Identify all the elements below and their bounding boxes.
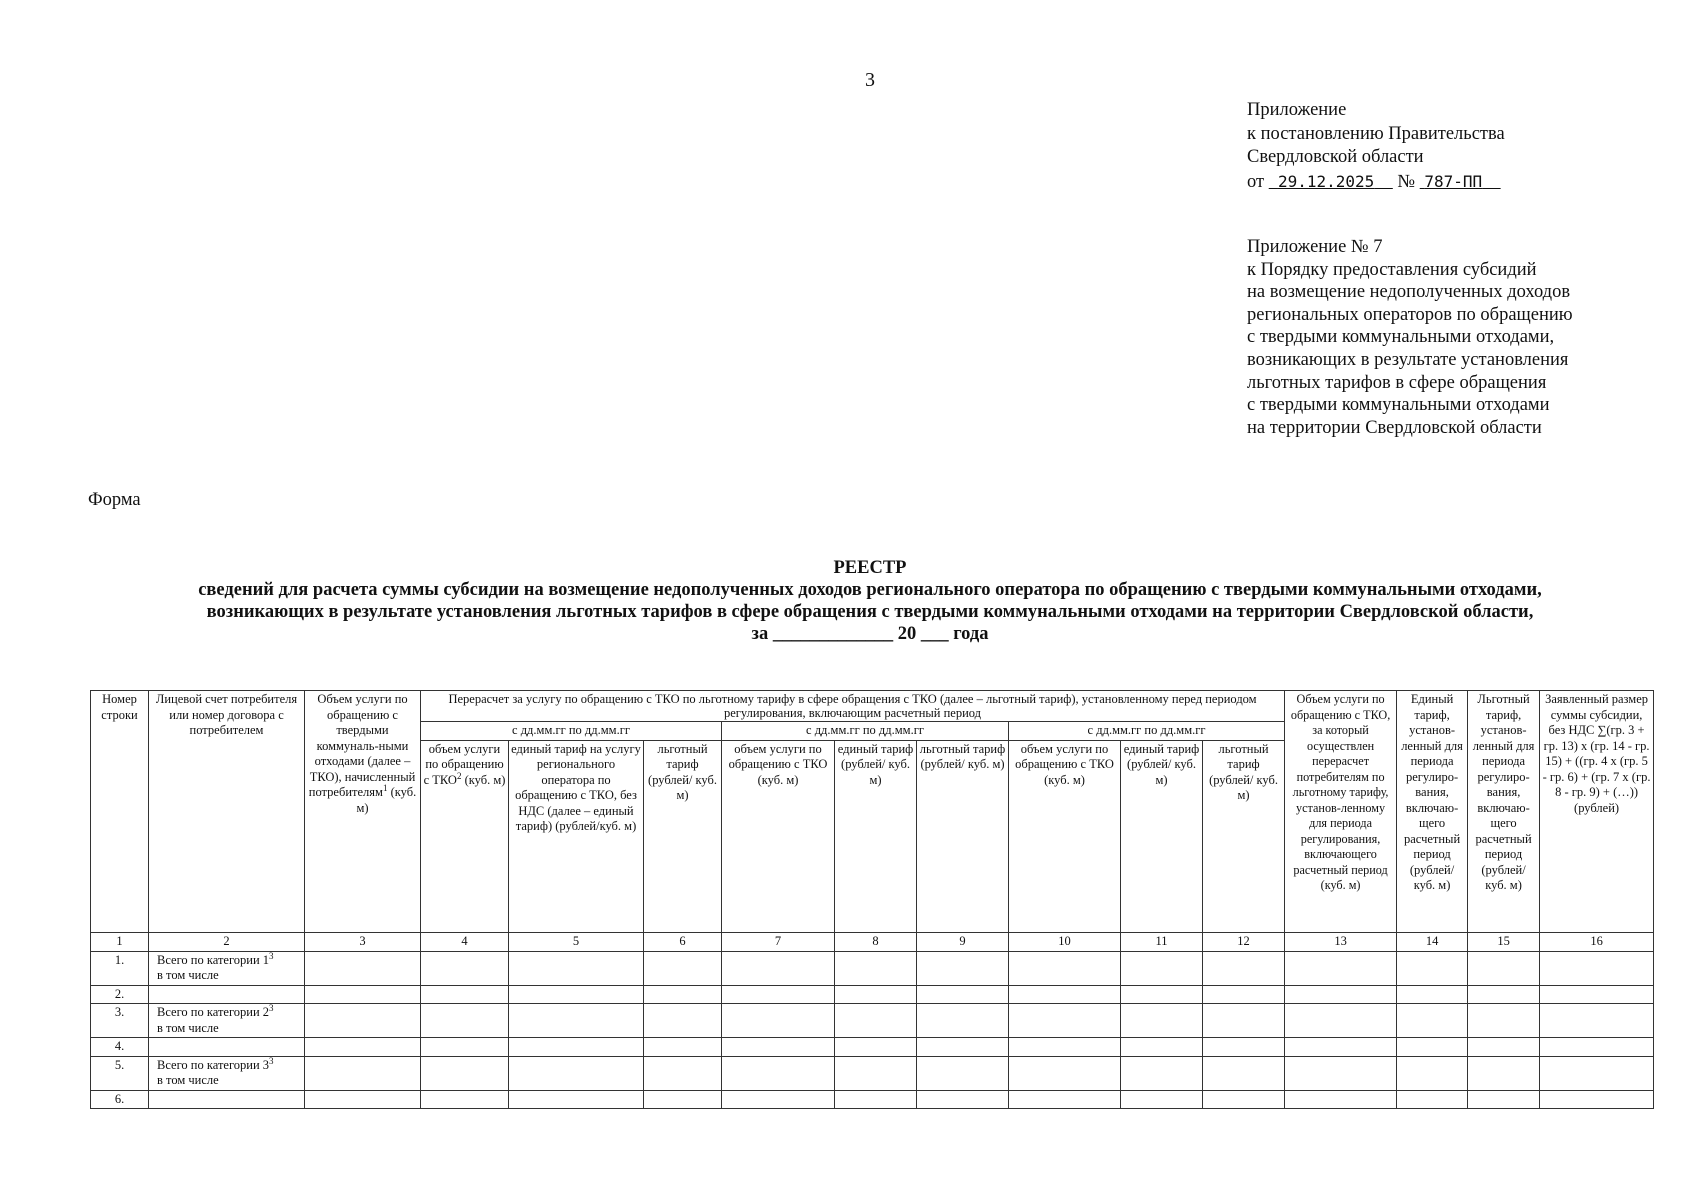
table-cell [644, 1038, 722, 1057]
header-volume [305, 691, 421, 933]
table-cell [1540, 951, 1654, 985]
table-cell [1009, 1004, 1121, 1038]
table-cell [644, 1004, 722, 1038]
table-cell [305, 1004, 421, 1038]
column-number: 8 [835, 932, 917, 951]
table-cell [1203, 1090, 1285, 1109]
table-cell [1468, 1090, 1540, 1109]
header-account: Лицевой счет потребителя или номер договора с потребителем [149, 691, 305, 933]
column-number: 14 [1397, 932, 1468, 951]
page-number: 3 [865, 69, 875, 91]
row-label [149, 951, 305, 985]
table-cell [1540, 1056, 1654, 1090]
table-cell [1121, 1004, 1203, 1038]
table-cell [835, 1056, 917, 1090]
header-p2-pref: льготный тариф (рублей/ куб. м) [917, 740, 1009, 932]
header-recalc-volume: Объем услуги по обращению с ТКО, за который осуществлен перерасчет потребителям по льготному тарифу, установ-ленному для периода регулирования, включающего расчетный период (куб. м) [1285, 691, 1397, 933]
column-number: 7 [722, 932, 835, 951]
column-number: 16 [1540, 932, 1654, 951]
row-label [149, 1090, 305, 1109]
table-cell [722, 1004, 835, 1038]
table-cell [509, 985, 644, 1004]
table-cell [835, 1004, 917, 1038]
header-p1-volume [421, 740, 509, 932]
row-number: 5. [91, 1056, 149, 1090]
row-number: 3. [91, 1004, 149, 1038]
header-single-tariff: Единый тариф, установ-ленный для периода регулиро-вания, включаю-щего расчетный период (рублей/ куб. м) [1397, 691, 1468, 933]
date-prefix: от [1247, 171, 1265, 192]
order-appendix-line: льготных тарифов в сфере обращения [1247, 372, 1547, 393]
header-period-1: с дд.мм.гг по дд.мм.гг [421, 722, 722, 741]
table-cell [1397, 1056, 1468, 1090]
resolution-date: 29.12.2025 [1277, 171, 1375, 191]
title-line: сведений для расчета суммы субсидии на возмещение недополученных доходов регионального оператора по обращению с твердыми коммунальными отходами, [198, 580, 1542, 600]
table-cell [1285, 1090, 1397, 1109]
table-cell [917, 1090, 1009, 1109]
table-cell [1121, 951, 1203, 985]
table-cell [835, 1038, 917, 1057]
appendix-line: Свердловской области [1247, 147, 1424, 167]
column-number-row [91, 932, 1654, 951]
table-cell [1203, 951, 1285, 985]
row-number: 6. [91, 1090, 149, 1109]
table-cell [1397, 985, 1468, 1004]
table-cell [835, 951, 917, 985]
table-cell [1285, 1056, 1397, 1090]
table-cell [1121, 1056, 1203, 1090]
header-recalc: Перерасчет за услугу по обращению с ТКО по льготному тарифу в сфере обращения с ТКО (далее – льготный тариф), установленному перед периодом регулирования, включающим расчетный период [421, 691, 1285, 722]
table-row [91, 951, 1654, 985]
header-p3-single: единый тариф (рублей/ куб. м) [1121, 740, 1203, 932]
header-p2-single: единый тариф (рублей/ куб. м) [835, 740, 917, 932]
title-heading: РЕЕСТР [833, 558, 907, 578]
table-cell [1203, 985, 1285, 1004]
table-cell [509, 1004, 644, 1038]
table-cell [1397, 1038, 1468, 1057]
order-appendix-line: региональных операторов по обращению [1247, 304, 1573, 325]
table-cell [421, 1056, 509, 1090]
column-number: 1 [91, 932, 149, 951]
table-cell [305, 1056, 421, 1090]
column-number: 10 [1009, 932, 1121, 951]
title-line: возникающих в результате установления льготных тарифов в сфере обращения с твердыми коммунальными отходами на территории Свердловской области, [206, 602, 1534, 622]
header-period-2: с дд.мм.гг по дд.мм.гг [722, 722, 1009, 741]
table-cell [1009, 1090, 1121, 1109]
table-cell [1009, 985, 1121, 1004]
column-number: 3 [305, 932, 421, 951]
table-cell [1009, 951, 1121, 985]
header-p1-volume-text: объем услуги по обращению с ТКО [423, 741, 504, 787]
table-cell [1285, 985, 1397, 1004]
table-cell [917, 1056, 1009, 1090]
table-cell [1203, 1004, 1285, 1038]
table-row [91, 1004, 1654, 1038]
form-label: Форма [88, 490, 141, 510]
table-cell [1121, 985, 1203, 1004]
row-label [149, 1038, 305, 1057]
table-cell [835, 985, 917, 1004]
number-underline [1420, 172, 1501, 192]
table-body [91, 951, 1654, 1109]
table-cell [1468, 1004, 1540, 1038]
table-cell [1540, 1038, 1654, 1057]
resolution-number: 787-ПП [1424, 171, 1483, 191]
table-cell [722, 1056, 835, 1090]
table-cell [1285, 1038, 1397, 1057]
category-sublabel: в том числе [157, 968, 219, 982]
header-p3-pref: льготный тариф (рублей/ куб. м) [1203, 740, 1285, 932]
order-appendix-line: с твердыми коммунальными отходами, [1247, 327, 1555, 348]
column-number: 15 [1468, 932, 1540, 951]
table-cell [421, 951, 509, 985]
table-cell [1009, 1056, 1121, 1090]
order-appendix-block [1247, 236, 1573, 439]
appendix-line: Приложение [1247, 100, 1347, 120]
number-prefix: № [1397, 171, 1416, 192]
table-cell [644, 985, 722, 1004]
table-cell [1397, 1004, 1468, 1038]
title-line: за _____________ 20 ___ года [751, 624, 989, 644]
table-cell [722, 985, 835, 1004]
order-appendix-line: Приложение № 7 [1247, 237, 1383, 257]
table-cell [917, 1004, 1009, 1038]
table-cell [1540, 1090, 1654, 1109]
table-cell [1540, 1004, 1654, 1038]
column-number: 13 [1285, 932, 1397, 951]
table-cell [1397, 951, 1468, 985]
column-number: 12 [1203, 932, 1285, 951]
header-volume-text: Объем услуги по обращению с твердыми коммуналь-ными отходами (далее – ТКО), начисленный потребителям [308, 692, 416, 799]
table-cell [917, 951, 1009, 985]
column-number: 9 [917, 932, 1009, 951]
order-appendix-line: на территории Свердловской области [1247, 417, 1542, 438]
footnote-mark: 1 [382, 782, 388, 793]
table-cell [1468, 951, 1540, 985]
table-cell [305, 951, 421, 985]
row-number: 2. [91, 985, 149, 1004]
table-cell [509, 1090, 644, 1109]
footnote-mark: 3 [269, 1056, 274, 1066]
category-sublabel: в том числе [157, 1020, 219, 1035]
table-cell [1121, 1090, 1203, 1109]
table-cell [644, 1090, 722, 1109]
row-label [149, 1004, 305, 1038]
category-label: Всего по категории 3 [157, 1057, 270, 1072]
order-appendix-line: возникающих в результате установления [1247, 349, 1569, 370]
category-sublabel: в том числе [157, 1073, 219, 1087]
header-volume-unit: (куб. м) [356, 785, 417, 815]
table-cell [305, 985, 421, 1004]
column-number: 5 [509, 932, 644, 951]
table-cell [509, 1038, 644, 1057]
table-cell [722, 1038, 835, 1057]
category-label: Всего по категории 2 [157, 1005, 270, 1019]
footnote-mark: 3 [269, 1003, 274, 1013]
header-p1-pref: льготный тариф (рублей/ куб. м) [644, 740, 722, 932]
appendix-date-line [1247, 170, 1505, 195]
registry-table [90, 690, 1654, 1109]
header-period-3: с дд.мм.гг по дд.мм.гг [1009, 722, 1285, 741]
table-cell [509, 1056, 644, 1090]
table-cell [1397, 1090, 1468, 1109]
order-appendix-line: на возмещение недополученных доходов [1247, 282, 1571, 303]
table-cell [644, 1056, 722, 1090]
table-cell [509, 951, 644, 985]
table-cell [421, 1038, 509, 1057]
row-label [149, 985, 305, 1004]
table-row [91, 985, 1654, 1004]
table-cell [1121, 1038, 1203, 1057]
appendix-line: к постановлению Правительства [1247, 123, 1505, 144]
column-number: 2 [149, 932, 305, 951]
table-cell [305, 1038, 421, 1057]
header-p1-single: единый тариф на услугу регионального оператора по обращению с ТКО, без НДС (далее – единый тариф) (рублей/куб. м) [509, 740, 644, 932]
table-row [91, 1056, 1654, 1090]
table-cell [1285, 1004, 1397, 1038]
footnote-mark: 3 [269, 951, 274, 961]
table-cell [722, 1090, 835, 1109]
table-cell [1468, 1038, 1540, 1057]
header-p3-volume: объем услуги по обращению с ТКО (куб. м) [1009, 740, 1121, 932]
column-number: 4 [421, 932, 509, 951]
table-cell [1540, 985, 1654, 1004]
table-cell [1203, 1056, 1285, 1090]
table-cell [917, 985, 1009, 1004]
column-number: 11 [1121, 932, 1203, 951]
table-cell [421, 1090, 509, 1109]
date-underline [1269, 172, 1393, 192]
header-row-number: Номер строки [91, 691, 149, 933]
table-cell [917, 1038, 1009, 1057]
header-claimed-amount: Заявленный размер суммы субсидии, без НДС ∑(гр. 3 + гр. 13) х (гр. 14 - гр. 15) + ((гр. 4 х (гр. 5 - гр. 6) + (гр. 7 х (гр. 8 - гр. 9) + (…)) (рублей) [1540, 691, 1654, 933]
table-cell [1285, 951, 1397, 985]
header-p2-volume: объем услуги по обращению с ТКО (куб. м) [722, 740, 835, 932]
header-pref-tariff: Льготный тариф, установ-ленный для периода регулиро-вания, включаю-щего расчетный период (рублей/ куб. м) [1468, 691, 1540, 933]
row-label [149, 1056, 305, 1090]
document-title [110, 557, 1630, 645]
table-cell [1468, 1056, 1540, 1090]
table-row [91, 1090, 1654, 1109]
footnote-mark: 2 [456, 770, 462, 781]
table-cell [1203, 1038, 1285, 1057]
table-row [91, 1038, 1654, 1057]
table-cell [421, 1004, 509, 1038]
column-number: 6 [644, 932, 722, 951]
table-cell [1468, 985, 1540, 1004]
table-cell [644, 951, 722, 985]
order-appendix-line: с твердыми коммунальными отходами [1247, 395, 1550, 416]
header-p1-volume-unit: (куб. м) [464, 772, 506, 787]
appendix-block [1247, 99, 1505, 194]
row-number: 1. [91, 951, 149, 985]
table-cell [835, 1090, 917, 1109]
table-cell [421, 985, 509, 1004]
table-cell [722, 951, 835, 985]
order-appendix-line: к Порядку предоставления субсидий [1247, 259, 1537, 280]
table-cell [305, 1090, 421, 1109]
table-cell [1009, 1038, 1121, 1057]
category-label: Всего по категории 1 [157, 952, 270, 967]
row-number: 4. [91, 1038, 149, 1057]
